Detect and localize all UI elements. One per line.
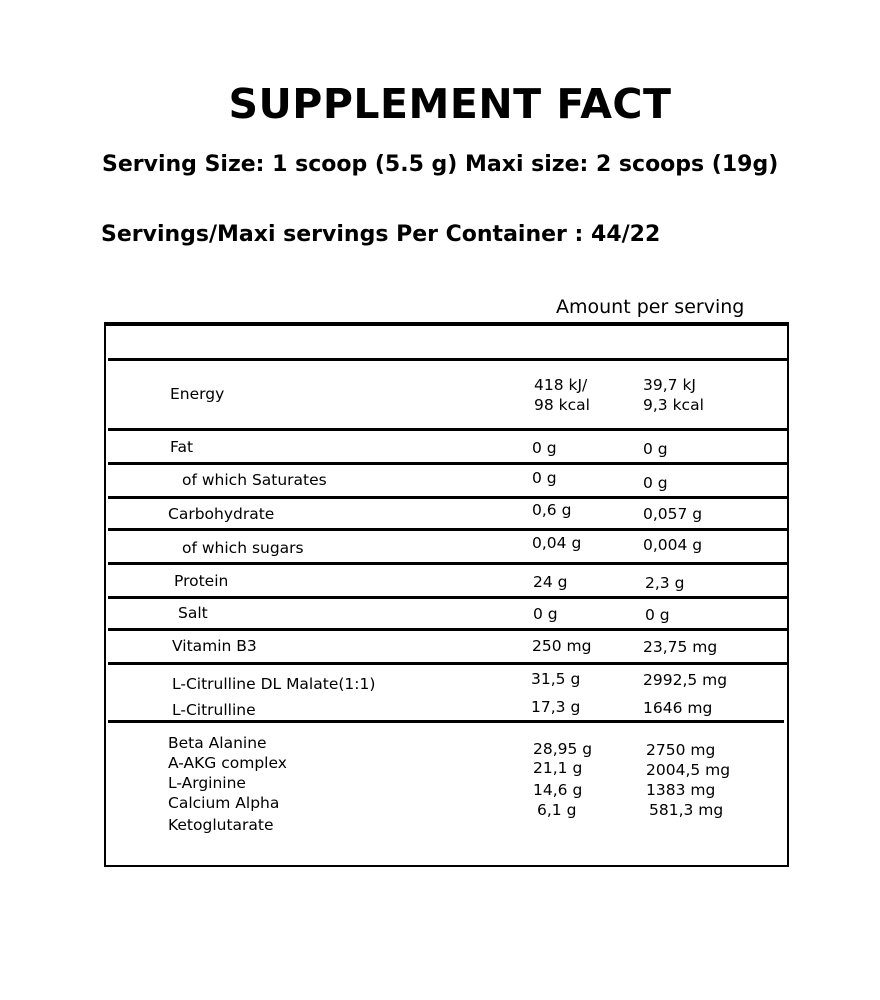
row-value-per-serving: 0,04 g xyxy=(532,534,582,552)
row-value-maxi: 2,3 g xyxy=(645,574,685,592)
row-value-maxi: 2992,5 mg xyxy=(643,671,728,689)
ingredient-name: Calcium Alpha xyxy=(168,794,280,812)
row-value-maxi: 0 g xyxy=(643,474,668,492)
page-title: SUPPLEMENT FACT xyxy=(228,80,672,128)
row-value-maxi xyxy=(643,375,704,415)
row-value-per-serving: 24 g xyxy=(533,573,568,591)
row-value-per-serving: 0,6 g xyxy=(532,501,572,519)
row-label-vitamin-b3: Vitamin B3 xyxy=(172,637,257,655)
row-value-maxi: 0 g xyxy=(643,440,668,458)
value-line: 39,7 kJ xyxy=(643,376,696,394)
nutrition-table xyxy=(104,322,789,867)
value-line: 2004,5 mg xyxy=(646,761,731,779)
table-divider xyxy=(108,462,789,465)
ingredient-name: A-AKG complex xyxy=(168,754,287,772)
row-value-per-serving: 0 g xyxy=(532,469,557,487)
row-label-citrulline: L-Citrulline xyxy=(172,701,256,719)
row-value-maxi xyxy=(646,740,730,820)
row-value-maxi: 0 g xyxy=(645,606,670,624)
value-line: 6,1 g xyxy=(537,801,577,819)
row-value-per-serving: 0 g xyxy=(532,439,557,457)
row-label-carbohydrate: Carbohydrate xyxy=(168,505,275,523)
value-line: 1383 mg xyxy=(646,781,716,799)
row-value-per-serving: 0 g xyxy=(533,605,558,623)
value-line: 98 kcal xyxy=(534,396,590,414)
ingredient-name: L-Arginine xyxy=(168,774,246,792)
table-divider xyxy=(108,662,789,665)
value-line: 581,3 mg xyxy=(649,801,724,819)
row-value-per-serving: 250 mg xyxy=(532,637,592,655)
row-value-per-serving: 17,3 g xyxy=(531,698,581,716)
row-value-per-serving xyxy=(533,739,592,820)
row-label-saturates: of which Saturates xyxy=(182,471,327,489)
row-label-energy: Energy xyxy=(170,385,225,403)
serving-size-line: Serving Size: 1 scoop (5.5 g) Maxi size: 2 scoops (19g) xyxy=(102,152,779,177)
value-line: 21,1 g xyxy=(533,759,583,777)
row-label-amino-block xyxy=(168,733,287,835)
row-value-per-serving: 31,5 g xyxy=(531,670,581,688)
table-divider xyxy=(108,528,789,531)
table-divider xyxy=(108,496,789,499)
row-value-maxi: 0,057 g xyxy=(643,505,703,523)
table-divider xyxy=(108,562,789,565)
amount-per-serving-header: Amount per serving xyxy=(556,296,745,318)
value-line: 14,6 g xyxy=(533,781,583,799)
value-line: 2750 mg xyxy=(646,741,716,759)
table-divider xyxy=(108,428,789,431)
ingredient-name: Beta Alanine xyxy=(168,734,267,752)
row-label-sugars: of which sugars xyxy=(182,539,304,557)
row-value-maxi: 23,75 mg xyxy=(643,638,718,656)
row-value-maxi: 1646 mg xyxy=(643,699,713,717)
table-divider xyxy=(108,720,784,723)
value-line: 9,3 kcal xyxy=(643,396,704,414)
table-divider xyxy=(108,358,789,361)
servings-per-container-line: Servings/Maxi servings Per Container : 44/22 xyxy=(101,222,661,247)
row-label-fat: Fat xyxy=(170,438,194,456)
ingredient-name: Ketoglutarate xyxy=(168,816,274,834)
table-divider xyxy=(108,628,789,631)
row-label-protein: Protein xyxy=(174,572,229,590)
value-line: 28,95 g xyxy=(533,740,593,758)
row-label-salt: Salt xyxy=(178,604,208,622)
row-value-per-serving xyxy=(534,375,590,415)
row-label-citrulline-malate: L-Citrulline DL Malate(1:1) xyxy=(172,675,376,693)
row-value-maxi: 0,004 g xyxy=(643,536,703,554)
value-line: 418 kJ/ xyxy=(534,376,588,394)
table-divider xyxy=(108,596,789,599)
